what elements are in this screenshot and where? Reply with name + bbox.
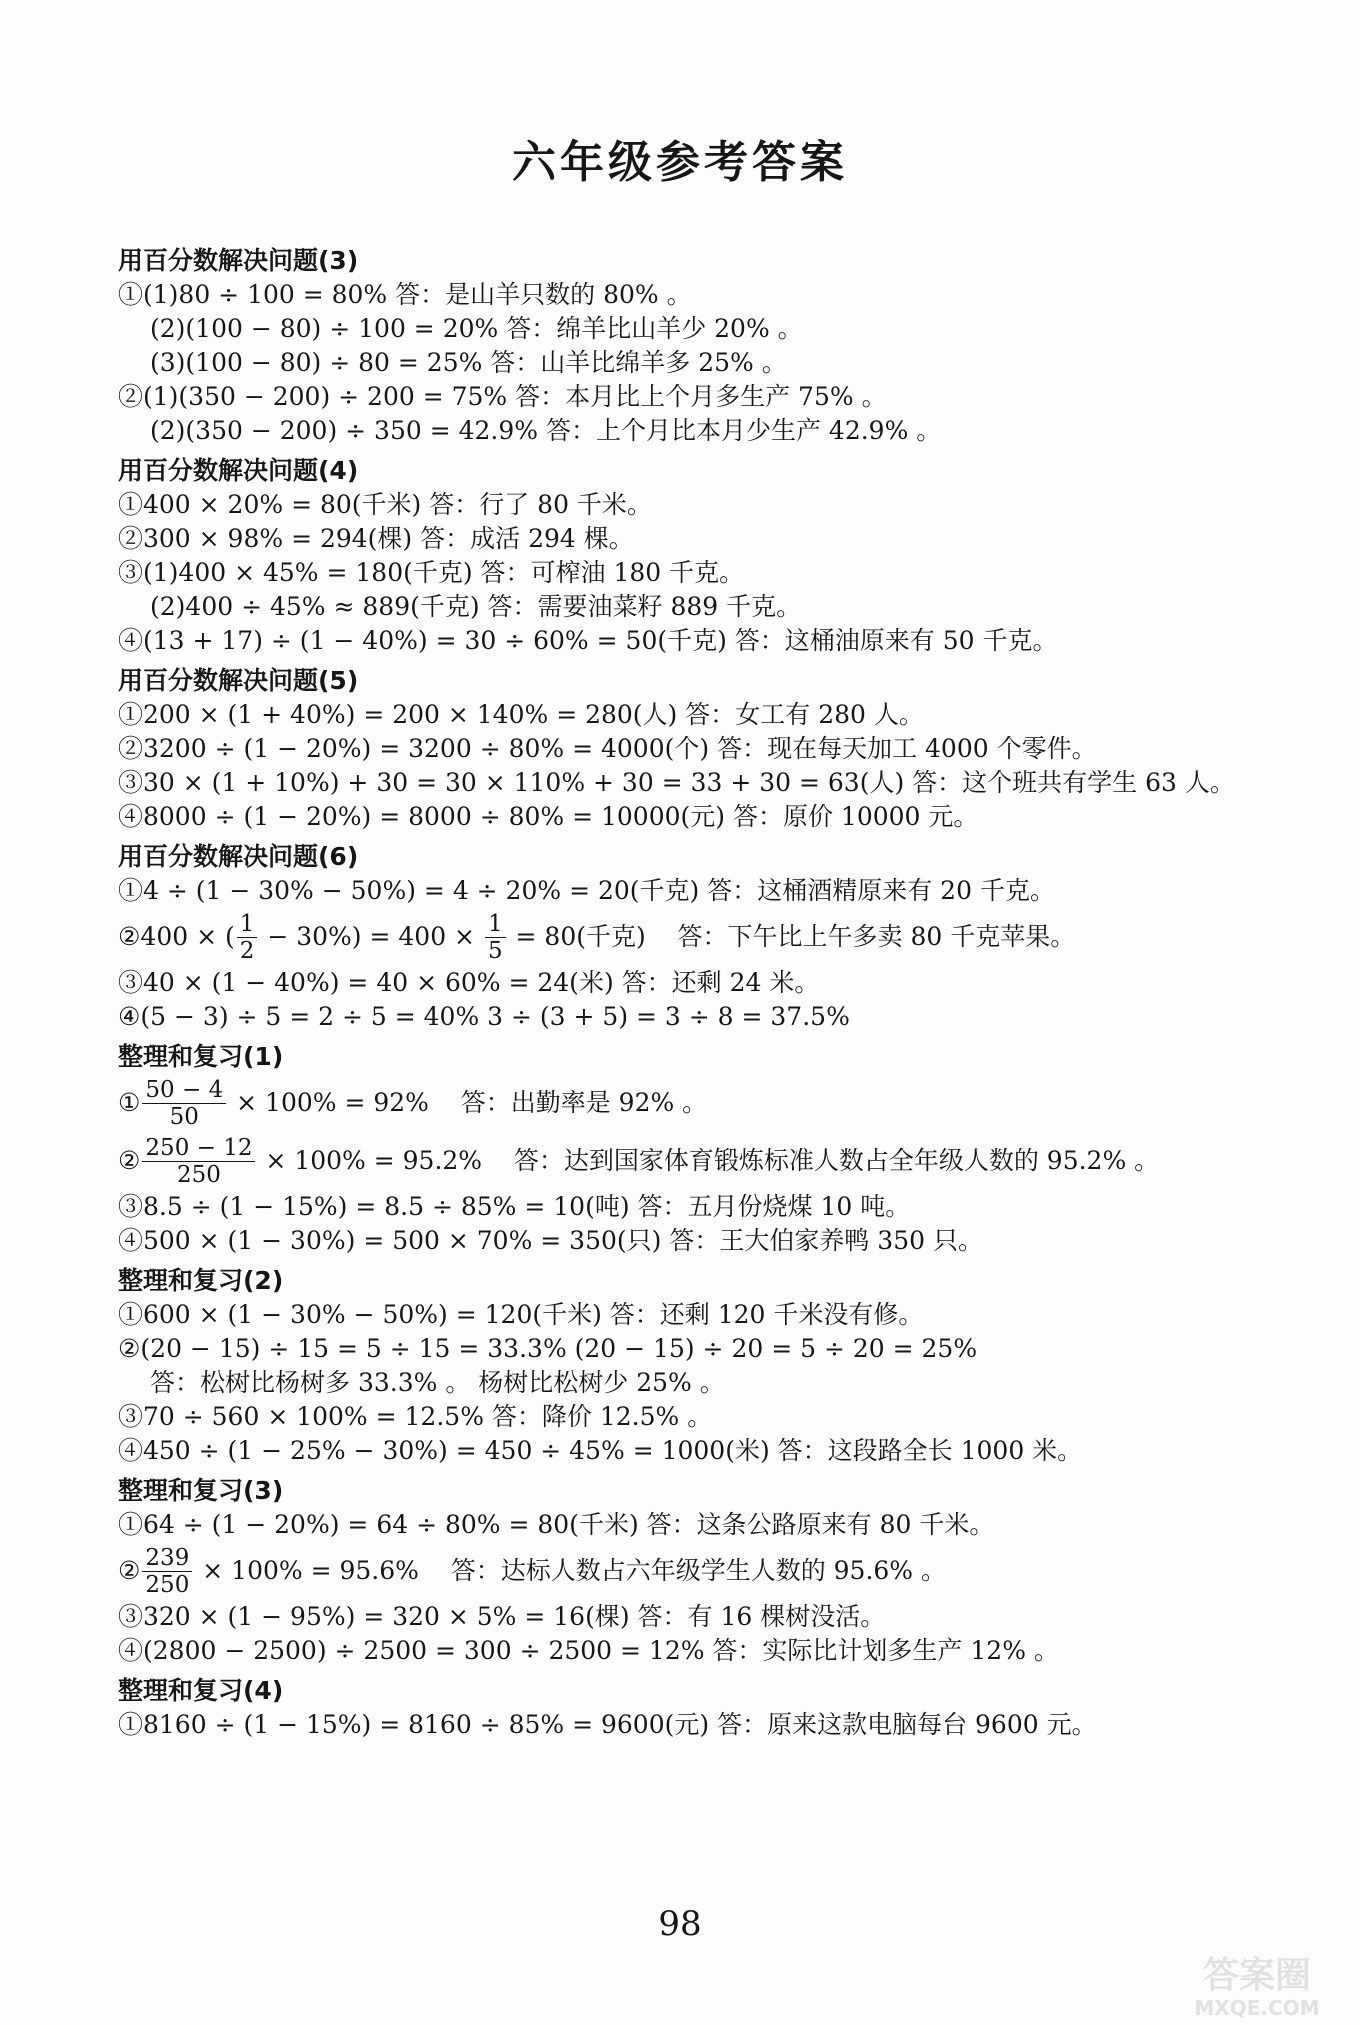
answer-line-fraction <box>118 1074 1268 1132</box>
answer-line: ①600 × (1 − 30% − 50%) = 120(千米) 答：还剩 120 千米没有修。 <box>118 1300 924 1329</box>
answer-line-fraction <box>118 1132 1268 1190</box>
answer-line: ①64 ÷ (1 − 20%) = 64 ÷ 80% = 80(千米) 答：这条公路原来有 80 千米。 <box>118 1510 995 1539</box>
answer-line: ③40 × (1 − 40%) = 40 × 60% = 24(米) 答：还剩 24 米。 <box>118 968 820 997</box>
answer-line: ①8160 ÷ (1 − 15%) = 8160 ÷ 85% = 9600(元) 答：原来这款电脑每台 9600 元。 <box>118 1710 1097 1739</box>
answer-line: ③320 × (1 − 95%) = 320 × 5% = 16(棵) 答：有 16 棵树没活。 <box>118 1602 886 1631</box>
section-heading: 整理和复习(4) <box>118 1676 284 1705</box>
fraction-numerator: 250 − 12 <box>142 1135 255 1162</box>
fraction <box>142 1135 255 1188</box>
expression-text: = 80(千克) 答：下午比上午多卖 80 千克苹果。 <box>507 922 1076 951</box>
fraction-denominator: 250 <box>177 1161 221 1188</box>
fraction-denominator: 5 <box>487 937 503 964</box>
expression-text: × 100% = 95.6% 答：达标人数占六年级学生人数的 95.6% 。 <box>194 1556 947 1585</box>
answer-line: 答：松树比杨树多 33.3% 。 杨树比松树少 25% 。 <box>150 1368 725 1397</box>
section-heading: 整理和复习(1) <box>118 1042 284 1071</box>
answer-line: ②(20 − 15) ÷ 15 = 5 ÷ 15 = 33.3% (20 − 15) ÷ 20 = 5 ÷ 20 = 25% <box>118 1334 978 1363</box>
answer-line: ④450 ÷ (1 − 25% − 30%) = 450 ÷ 45% = 1000(米) 答：这段路全长 1000 米。 <box>118 1436 1083 1465</box>
answer-line: ②300 × 98% = 294(棵) 答：成活 294 棵。 <box>118 524 634 553</box>
answer-line: ④(13 + 17) ÷ (1 − 40%) = 30 ÷ 60% = 50(千克) 答：这桶油原来有 50 千克。 <box>118 626 1058 655</box>
section-heading: 用百分数解决问题(5) <box>118 666 359 695</box>
svg-text:MXQE.COM: MXQE.COM <box>1194 1996 1320 2020</box>
answer-line: ④(2800 − 2500) ÷ 2500 = 300 ÷ 2500 = 12% 答：实际比计划多生产 12% 。 <box>118 1636 1059 1665</box>
fraction-numerator: 239 <box>142 1545 192 1572</box>
page-number: 98 <box>658 1904 702 1944</box>
answer-line: ③70 ÷ 560 × 100% = 12.5% 答：降价 12.5% 。 <box>118 1402 713 1431</box>
section-heading: 用百分数解决问题(3) <box>118 246 359 275</box>
fraction-denominator: 2 <box>239 937 255 964</box>
fraction <box>142 1545 192 1598</box>
answer-line: ④500 × (1 − 30%) = 500 × 70% = 350(只) 答：王大伯家养鸭 350 只。 <box>118 1226 983 1255</box>
expression-text: ② <box>118 1556 141 1585</box>
fraction-numerator: 1 <box>237 911 258 938</box>
expression-text: ②400 × ( <box>118 922 235 951</box>
answer-line: ④8000 ÷ (1 − 20%) = 8000 ÷ 80% = 10000(元) 答：原价 10000 元。 <box>118 802 979 831</box>
expression-text: × 100% = 95.2% 答：达到国家体育锻炼标准人数占全年级人数的 95.2% 。 <box>257 1146 1160 1175</box>
answer-line: ①200 × (1 + 40%) = 200 × 140% = 280(人) 答：女工有 280 人。 <box>118 700 924 729</box>
answer-line: (3)(100 − 80) ÷ 80 = 25% 答：山羊比绵羊多 25% 。 <box>150 348 787 377</box>
answer-line: ④(5 − 3) ÷ 5 = 2 ÷ 5 = 40% 3 ÷ (3 + 5) = 3 ÷ 8 = 37.5% <box>118 1002 850 1031</box>
page-title: 六年级参考答案 <box>512 137 848 188</box>
answer-line: ①400 × 20% = 80(千米) 答：行了 80 千米。 <box>118 490 652 519</box>
fraction-denominator: 50 <box>169 1103 199 1130</box>
fraction-denominator: 250 <box>145 1571 190 1598</box>
answer-line: ②3200 ÷ (1 − 20%) = 3200 ÷ 80% = 4000(个) 答：现在每天加工 4000 个零件。 <box>118 734 1097 763</box>
section-heading: 整理和复习(3) <box>118 1476 284 1505</box>
answer-line: ③(1)400 × 45% = 180(千克) 答：可榨油 180 千克。 <box>118 558 745 587</box>
answer-line: (2)(350 − 200) ÷ 350 = 42.9% 答：上个月比本月少生产 42.9% 。 <box>150 416 942 445</box>
answer-line: (2)(100 − 80) ÷ 100 = 20% 答：绵羊比山羊少 20% 。 <box>150 314 803 343</box>
fraction-numerator: 50 − 4 <box>142 1077 226 1104</box>
answer-line: (2)400 ÷ 45% ≈ 889(千克) 答：需要油菜籽 889 千克。 <box>150 592 802 621</box>
fraction <box>237 911 258 964</box>
watermark-logo <box>1162 1943 1352 2021</box>
answer-line: ①4 ÷ (1 − 30% − 50%) = 4 ÷ 20% = 20(千克) 答：这桶酒精原来有 20 千克。 <box>118 876 1055 905</box>
answer-content <box>118 238 1268 1742</box>
answer-line: ③8.5 ÷ (1 − 15%) = 8.5 ÷ 85% = 10(吨) 答：五月份烧煤 10 吨。 <box>118 1192 911 1221</box>
answer-line: ②(1)(350 − 200) ÷ 200 = 75% 答：本月比上个月多生产 75% 。 <box>118 382 887 411</box>
section-heading: 用百分数解决问题(4) <box>118 456 359 485</box>
section-heading: 整理和复习(2) <box>118 1266 284 1295</box>
section-heading: 用百分数解决问题(6) <box>118 842 359 871</box>
expression-text: × 100% = 92% 答：出勤率是 92% 。 <box>228 1088 708 1117</box>
svg-text:答案圈: 答案圈 <box>1202 1955 1312 1996</box>
fraction <box>142 1077 226 1130</box>
expression-text: ① <box>118 1088 141 1117</box>
expression-text: ② <box>118 1146 141 1175</box>
answer-line: ③30 × (1 + 10%) + 30 = 30 × 110% + 30 = 33 + 30 = 63(人) 答：这个班共有学生 63 人。 <box>118 768 1235 797</box>
answer-line-fraction <box>118 908 1268 966</box>
expression-text: − 30%) = 400 × <box>259 922 483 951</box>
fraction-numerator: 1 <box>485 911 506 938</box>
fraction <box>485 911 506 964</box>
answer-line: ①(1)80 ÷ 100 = 80% 答：是山羊只数的 80% 。 <box>118 280 692 309</box>
answer-line-fraction <box>118 1542 1268 1600</box>
